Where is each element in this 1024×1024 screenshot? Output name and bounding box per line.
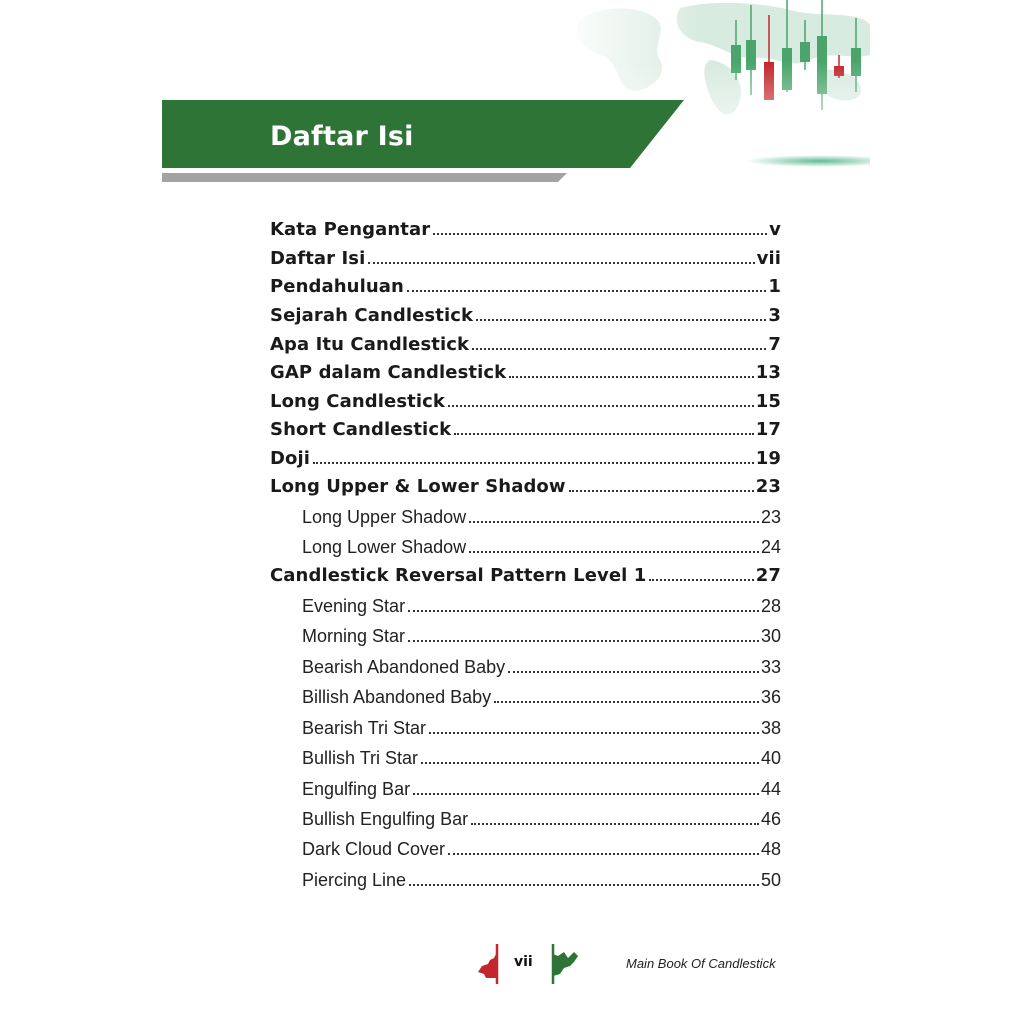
dot-leader [454, 433, 754, 435]
toc-subentry [302, 626, 781, 647]
toc-entry-title: Daftar Isi [270, 248, 366, 269]
toc-entry-title: Candlestick Reversal Pattern Level 1 [270, 565, 647, 586]
toc-page-number: 13 [755, 362, 781, 383]
bear-icon [476, 944, 500, 984]
toc-entry-title: Short Candlestick [270, 419, 452, 440]
toc-subentry [302, 748, 781, 769]
dot-leader [408, 610, 759, 612]
toc-entry-title: Piercing Line [302, 870, 407, 890]
toc-entry [270, 219, 781, 240]
toc-entry-title: Long Candlestick [270, 391, 445, 412]
dot-leader [407, 290, 766, 292]
dot-leader [471, 823, 759, 825]
dot-leader [569, 490, 754, 492]
toc-page-number: 30 [760, 626, 781, 646]
dot-leader [469, 521, 759, 523]
dot-leader [408, 640, 759, 642]
toc-entry [270, 362, 781, 383]
dot-leader [433, 233, 767, 235]
dot-leader [368, 262, 754, 264]
toc-entry-title: Apa Itu Candlestick [270, 334, 470, 355]
toc-page-number: 27 [755, 565, 781, 586]
toc-entry-title: Bearish Tri Star [302, 718, 427, 738]
toc-page-number: v [769, 219, 781, 240]
toc-entry-title: Long Upper & Lower Shadow [270, 476, 566, 497]
toc-entry [270, 448, 781, 469]
toc-entry-title: Bearish Abandoned Baby [302, 657, 506, 677]
toc-page-number: 17 [755, 419, 781, 440]
toc-entry [270, 334, 781, 355]
toc-entry-title: Kata Pengantar [270, 219, 431, 240]
toc-page-number: 46 [760, 809, 781, 829]
toc-page-number: 19 [755, 448, 781, 469]
toc-entry-title: Evening Star [302, 596, 406, 616]
toc-page-number: 3 [768, 305, 781, 326]
page-footer [0, 940, 1024, 990]
dot-leader [413, 793, 759, 795]
toc-entry [270, 476, 781, 497]
toc-entry-title: Dark Cloud Cover [302, 839, 446, 859]
toc-page-number: 23 [755, 476, 781, 497]
toc-entry [270, 305, 781, 326]
toc-subentry [302, 779, 781, 800]
toc-entry-title: Bullish Tri Star [302, 748, 419, 768]
toc-entry-title: Long Upper Shadow [302, 507, 467, 527]
toc-subentry [302, 687, 781, 708]
dot-leader [313, 462, 754, 464]
toc-page-number: 23 [760, 507, 781, 527]
toc-subentry [302, 839, 781, 860]
toc-entry-title: Doji [270, 448, 311, 469]
toc-entry [270, 391, 781, 412]
toc-page-number: 1 [768, 276, 781, 297]
toc-entry-title: Billish Abandoned Baby [302, 687, 492, 707]
book-title: Main Book Of Candlestick [626, 956, 776, 971]
toc-subentry [302, 657, 781, 678]
dot-leader [448, 853, 759, 855]
toc-entry-title: GAP dalam Candlestick [270, 362, 507, 383]
toc-page-number: 38 [760, 718, 781, 738]
toc-page-number: 48 [760, 839, 781, 859]
toc-subentry [302, 870, 781, 891]
dot-leader [476, 319, 766, 321]
toc-entry [270, 276, 781, 297]
dot-leader [421, 762, 759, 764]
toc-page-number: 50 [760, 870, 781, 890]
bull-icon [550, 944, 580, 984]
toc-page-number: 44 [760, 779, 781, 799]
dot-leader [649, 579, 753, 581]
dot-leader [448, 405, 754, 407]
toc-page-number: 15 [755, 391, 781, 412]
dot-leader [429, 732, 759, 734]
toc-entry-title: Sejarah Candlestick [270, 305, 474, 326]
toc-entry-title: Bullish Engulfing Bar [302, 809, 469, 829]
toc-entry [270, 565, 781, 586]
dot-leader [508, 671, 759, 673]
toc-page-number: 40 [760, 748, 781, 768]
dot-leader [472, 348, 766, 350]
toc-page-number: vii [756, 248, 781, 269]
toc-entry [270, 419, 781, 440]
toc-entry-title: Morning Star [302, 626, 406, 646]
toc-page-number: 36 [760, 687, 781, 707]
toc-page-number: 7 [768, 334, 781, 355]
toc-entry-title: Pendahuluan [270, 276, 404, 297]
toc-page-number: 24 [760, 537, 781, 557]
toc-page-number: 28 [760, 596, 781, 616]
dot-leader [509, 376, 754, 378]
page-number: vii [514, 954, 533, 970]
page-title: Daftar Isi [270, 121, 414, 152]
toc-subentry [302, 809, 781, 830]
dot-leader [494, 701, 759, 703]
toc-subentry [302, 596, 781, 617]
toc-subentry [302, 507, 781, 528]
toc-entry [270, 248, 781, 269]
dot-leader [469, 551, 759, 553]
toc-subentry [302, 537, 781, 558]
dot-leader [409, 884, 759, 886]
toc-subentry [302, 718, 781, 739]
toc-entry-title: Engulfing Bar [302, 779, 411, 799]
toc-entry-title: Long Lower Shadow [302, 537, 467, 557]
toc-page-number: 33 [760, 657, 781, 677]
